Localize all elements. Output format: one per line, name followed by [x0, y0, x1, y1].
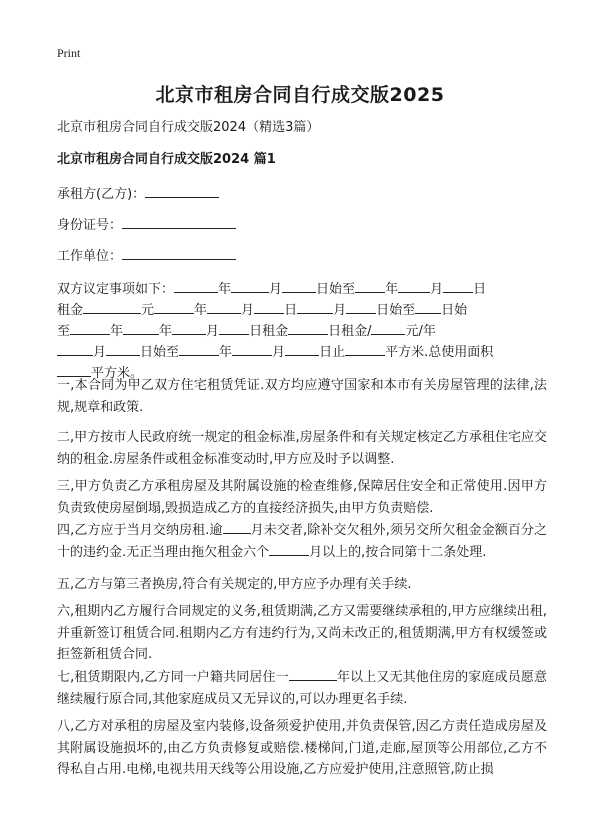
clause-4-part-1: 四,乙方应于当月交纳房租.逾	[57, 523, 223, 538]
term-text: 至	[57, 324, 71, 339]
workplace-field	[57, 245, 236, 267]
term-text: 日	[284, 303, 298, 318]
terms-line-3	[57, 321, 436, 342]
term-text: 日租金/	[328, 324, 372, 339]
term-text: 租金	[57, 303, 84, 318]
term-text: 年	[218, 282, 232, 297]
clause-7-part-2: 年以上又无其他住房的家庭成员愿意继续履行原合同,其他家庭成员又无异议的,可以办理更名手续.	[57, 670, 547, 707]
clause-5: 五,乙方与第三者换房,符合有关规定的,甲方应予办理有关手续.	[57, 577, 412, 592]
term-text: 日始	[441, 303, 468, 318]
term-text: 年	[385, 282, 399, 297]
id-blank	[122, 214, 236, 229]
renter-field	[57, 183, 219, 205]
term-text: 月	[269, 282, 283, 297]
term-text: 月	[333, 303, 347, 318]
term-text: 月	[93, 345, 107, 360]
renter-blank	[145, 183, 219, 198]
term-text: 年	[194, 303, 208, 318]
clause-2: 二,甲方按市人民政府统一规定的租金标准,房屋条件和有关规定核定乙方承租住宅应交纳的租金.房屋条件或租金标准变动时,甲方应及时予以调整.	[57, 430, 547, 467]
term-text: 月	[206, 324, 220, 339]
term-text: 日始至	[140, 345, 180, 360]
clause-3: 三,甲方负责乙方承租房屋及其附属设施的检查维修,保障居住安全和正常使用.因甲方负责致使房屋倒塌,毁损造成乙方的直接经济损失,由甲方负责赔偿.	[57, 479, 547, 516]
term-text: 年	[219, 345, 233, 360]
document-subtitle: 北京市租房合同自行成交版2024（精选3篇）	[57, 120, 320, 135]
workplace-blank	[122, 245, 236, 260]
workplace-label: 工作单位：	[57, 249, 123, 264]
term-text: 日租金	[249, 324, 289, 339]
clause-8: 八,乙方对承租的房屋及室内装修,设备须爱护使用,并负责保管,因乙方责任造成房屋及其附属设施损坏的,由乙方负责修复或赔偿.楼梯间,门道,走廊,屋顶等公用部位,乙方不得私自占用.电梯,电视共用天线等公用设施,乙方应爱护使用,注意照管,防止损	[57, 719, 547, 777]
clause-6: 六,租期内乙方履行合同规定的义务,租赁期满,乙方又需要继续承租的,甲方应继续出租,并重新签订租赁合同.租期内乙方有违约行为,又尚未改正的,租赁期满,甲方有权缓签或拒签新租赁合同.	[57, 604, 547, 662]
term-text: 平方米。	[91, 366, 144, 381]
print-link[interactable]: Print	[57, 46, 81, 60]
clause-7	[57, 667, 547, 710]
terms-line-4	[57, 342, 493, 363]
term-text: 元/年	[405, 324, 436, 339]
term-text: 平方米.总使用面积	[385, 345, 494, 360]
clause-7-part-1: 七,租赁期限内,乙方同一户籍共同居住一	[57, 670, 289, 685]
renter-label: 承租方(乙方)：	[57, 187, 146, 202]
terms-intro: 双方议定事项如下：	[57, 282, 175, 297]
clause-4-part-2: 月未交者,除补交欠租外,须另交所欠租金金额百分之十的违约金.无正当理由拖欠租金六个	[57, 523, 548, 560]
term-text: 年	[159, 324, 173, 339]
terms-line-1	[57, 279, 486, 300]
term-text: 元	[141, 303, 155, 318]
id-label: 身份证号：	[57, 218, 123, 233]
id-field	[57, 214, 236, 236]
term-text: 月	[272, 345, 286, 360]
clause-4	[57, 520, 547, 563]
term-text: 日止	[319, 345, 346, 360]
term-text: 日始至	[376, 303, 416, 318]
section-heading: 北京市租房合同自行成交版2024 篇1	[57, 152, 276, 167]
terms-line-2	[57, 300, 467, 321]
document-title: 北京市租房合同自行成交版2025	[155, 84, 445, 106]
term-text: 日	[473, 282, 487, 297]
term-text: 月	[241, 303, 255, 318]
term-text: 月	[430, 282, 444, 297]
term-text: 日始至	[316, 282, 356, 297]
clause-4-part-3: 月以上的,按合同第十二条处理.	[309, 544, 487, 560]
clause-1: 一,本合同为甲乙双方住宅租赁凭证.双方均应遵守国家和本市有关房屋管理的法律,法规,规章和政策.	[57, 378, 547, 415]
term-text: 年	[110, 324, 124, 339]
